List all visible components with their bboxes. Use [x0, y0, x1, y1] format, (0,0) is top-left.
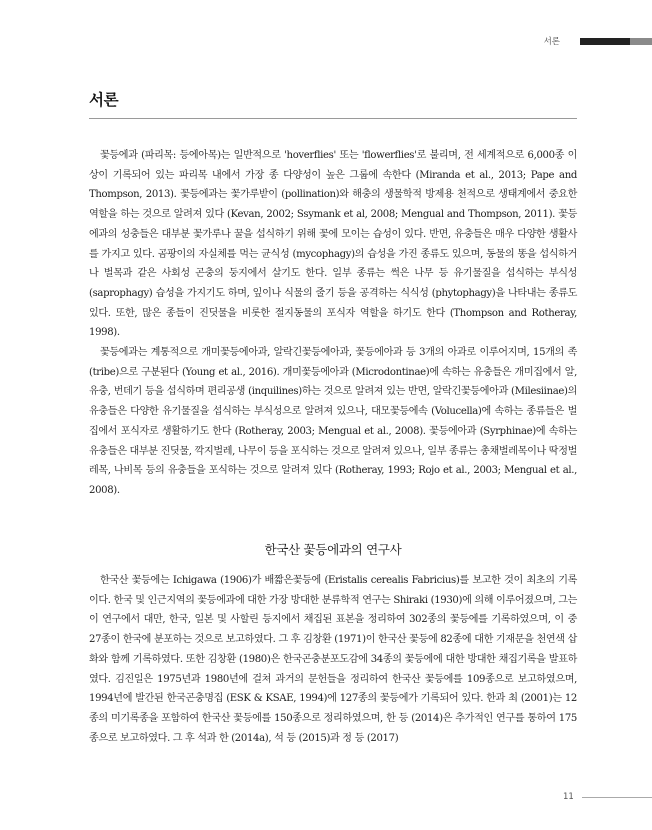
section-heading: 한국산 꽃등에과의 연구사: [264, 542, 402, 557]
intro-text-block: [89, 146, 577, 501]
header-bar-decoration: [580, 38, 652, 45]
page-number: 11: [563, 792, 574, 802]
intro-paragraph-1: 꽃등에과 (파리목: 등에아목)는 일반적으로 'hoverflies' 또는 'flowerflies'로 불리며, 전 세계적으로 6,000종 이상이 기록되어 있는 파리목 내에서 가장 종 다양성이 높은 그룹에 속한다 (Miranda et al., 2013; Pape and Thompson, 2013). 꽃등에과는 꽃가루받이 (pollination)와 해충의 생물학적 방제용 천적으로 생태계에서 중요한 역할을 하는 것으로 알려져 있다 (Kevan, 2002; Ssymank et al, 2008; Mengual and Thompson, 2011). 꽃등에과의 성충들은 대부분 꽃가루나 꿀을 섭식하기 위해 꽃에 모이는 습성이 있다. 반면, 유충들은 매우 다양한 생활사를 가지고 있다. 곰팡이의 자실체를 먹는 균식성 (mycophagy)의 습성을 가진 종류도 있으며, 동물의 똥을 섭식하거나 벌목과 같은 사회성 곤충의 둥지에서 살기도 한다. 일부 종류는 썩은 나무 등 유기물질을 섭식하는 부식성 (saprophagy) 습성을 가지기도 하며, 잎이나 식물의 줄기 등을 공격하는 식식성 (phytophagy)을 나타내는 종류도 있다. 또한, 많은 종들이 진딧물을 비롯한 절지동물의 포식자 역할을 하기도 한다 (Thompson and Rotheray, 1998).: [89, 150, 577, 339]
title-divider: [89, 118, 577, 119]
intro-paragraph-2: 꽃등에과는 계통적으로 개미꽃등에아과, 알락긴꽃등에아과, 꽃등에아과 등 3개의 아과로 이루어지며, 15개의 족 (tribe)으로 구분된다 (Young et al., 2016). 개미꽃등에아과 (Microdontinae)에 속하는 유충들은 개미집에서 알, 유충, 번데기 등을 섭식하며 편리공생 (inquilines)하는 것으로 알려져 있는 반면, 알락긴꽃등에아과 (Milesiinae)의 유충들은 다양한 유기물질을 섭식하는 부식성으로 알려져 있으나, 대모꽃등에속 (Volucella)에 속하는 종류들은 벌집에서 포식자로 생활하기도 한다 (Rotheray, 2003; Mengual et al., 2008). 꽃등에아과 (Syrphinae)에 속하는 유충들은 대부분 진딧물, 깍지벌레, 나무이 등을 포식하는 것으로 알려져 있으나, 일부 종류는 총채벌레목이나 딱정벌레목, 나비목 등의 유충들을 포식하는 것으로 알려져 있다 (Rotheray, 1993; Rojo et al., 2003; Mengual et al., 2008).: [89, 347, 577, 496]
page-title: 서론: [89, 91, 119, 109]
running-header: 서론: [543, 37, 560, 47]
research-history-text-block: [89, 571, 577, 748]
footer-rule: [582, 797, 652, 798]
header-bar-light-segment: [630, 38, 652, 45]
research-paragraph-1: 한국산 꽃등에는 Ichigawa (1906)가 배짧은꽃등에 (Eristalis cerealis Fabricius)를 보고한 것이 최초의 기록이다. 한국 및 인근지역의 꽃등에과에 대한 가장 방대한 분류학적 연구는 Shiraki (1930)에 의해 이루어졌으며, 그는 이 연구에서 대만, 한국, 일본 및 사할린 등지에서 채집된 표본을 정리하여 302종의 꽃등에를 기록하였으며, 이 중 27종이 한국에 분포하는 것으로 보고하였다. 그 후 김창환 (1971)이 한국산 꽃등에 82종에 대한 기재문을 천연색 삽화와 함께 기록하였다. 또한 김창환 (1980)은 한국곤충분포도감에 34종의 꽃등에에 대한 방대한 채집기록을 발표하였다. 김진일은 1975년과 1980년에 걸쳐 과거의 문헌들을 정리하여 한국산 꽃등에를 109종으로 보고하였으며, 1994년에 발간된 한국곤충명집 (ESK & KSAE, 1994)에 127종의 꽃등에가 기록되어 있다. 한과 최 (2001)는 12종의 미기록종을 포함하여 한국산 꽃등에를 150종으로 정리하였으며, 한 등 (2014)은 추가적인 연구를 통하여 175종으로 보고하였다. 그 후 석과 한 (2014a), 석 등 (2015)과 정 등 (2017): [89, 575, 577, 744]
